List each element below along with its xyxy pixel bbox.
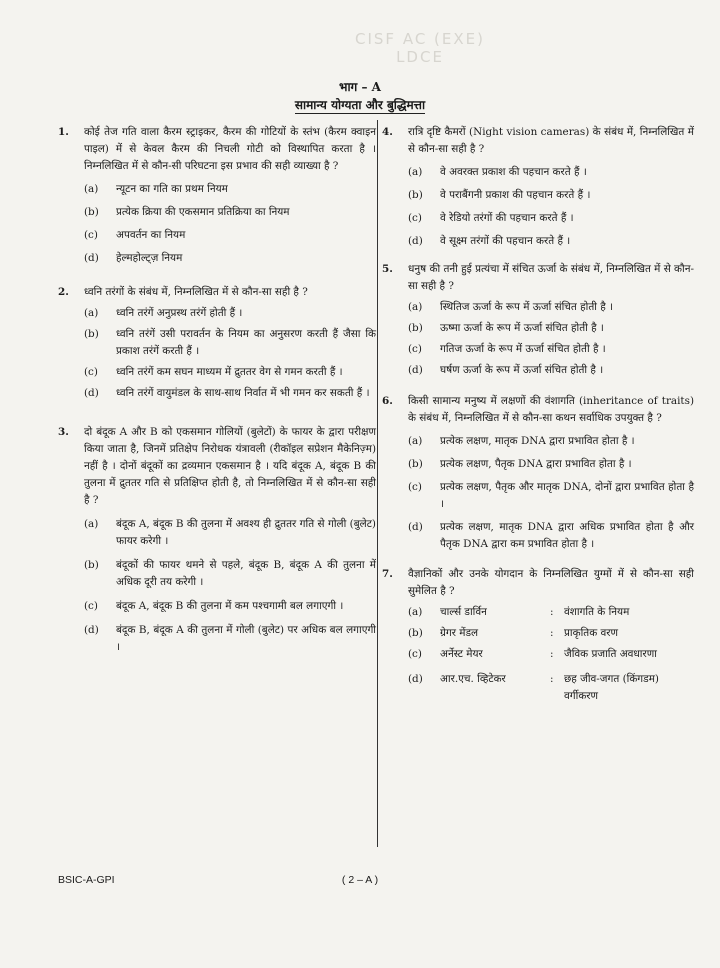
question-number: 3.: [58, 426, 69, 438]
option-label: (b): [408, 322, 423, 334]
option-text: प्रत्येक क्रिया की एकसमान प्रतिक्रिया का नियम: [116, 206, 290, 218]
match-pair: [408, 646, 694, 663]
option-text: ध्वनि तरंगें उसी परावर्तन के नियम का अनुसरण करती हैं जैसा कि प्रकाश तरंगें करती हैं ।: [116, 328, 376, 357]
option-label: (d): [84, 252, 99, 264]
question-6: [382, 393, 694, 553]
question-text: ध्वनि तरंगों के संबंध में, निम्नलिखित में से कौन-सा सही है ?: [84, 286, 308, 298]
option-label: (a): [408, 301, 423, 313]
option-text: स्थितिज ऊर्जा के रूप में ऊर्जा संचित होती है ।: [440, 301, 614, 313]
option-text: ध्वनि तरंगें वायुमंडल के साथ-साथ निर्वात में भी गमन कर सकती हैं ।: [116, 387, 370, 399]
option-text: वे रेडियो तरंगों की पहचान करते हैं ।: [440, 212, 574, 224]
option: [408, 362, 694, 379]
question-text: कोई तेज गति वाला कैरम स्ट्राइकर, कैरम की गोटियों के स्तंभ (कैरम क्वाइन पाइल) में से केवल कैरम की निचली गोटी को विस्थापित करता है । निम्नलिखित में से कौन-सी परिघटना इस प्रभाव की सही व्याख्या है ?: [84, 126, 376, 172]
option-text: अपवर्तन का नियम: [116, 229, 186, 241]
question-number: 4.: [382, 126, 393, 138]
pair-separator: :: [550, 627, 554, 639]
option-label: (c): [408, 212, 422, 224]
option-text: वे सूक्ष्म तरंगों की पहचान करते हैं ।: [440, 235, 571, 247]
question-4: [382, 124, 694, 250]
option-text: ऊष्मा ऊर्जा के रूप में ऊर्जा संचित होती है ।: [440, 322, 604, 334]
question-text: किसी सामान्य मनुष्य में लक्षणों की वंशागति (inheritance of traits) के संबंध में, निम्नलिखित में से कौन-सा कथन सर्वाधिक उपयुक्त है ?: [408, 395, 694, 424]
question-number: 1.: [58, 126, 69, 138]
option-label: (d): [408, 364, 423, 376]
option-text: गतिज ऊर्जा के रूप में ऊर्जा संचित होती है ।: [440, 343, 606, 355]
option-text: प्रत्येक लक्षण, पैतृक DNA द्वारा प्रभावित होता है ।: [440, 458, 632, 470]
question-1: [58, 124, 376, 267]
option-text: हेल्महोल्ट्ज़ नियम: [116, 252, 183, 264]
option-label: (a): [408, 606, 423, 618]
part-heading: भाग – A: [339, 80, 381, 94]
option-label: (c): [408, 343, 422, 355]
option: [84, 227, 376, 244]
question-text: धनुष की तनी हुई प्रत्यंचा में संचित ऊर्जा के संबंध में, निम्नलिखित में से कौन-सा सही है ?: [408, 263, 694, 292]
option-text: प्रत्येक लक्षण, मातृक DNA द्वारा अधिक प्रभावित होता है और पैतृक DNA द्वारा कम प्रभावित होता है ।: [440, 521, 694, 550]
option-label: (a): [408, 435, 423, 447]
option: [84, 385, 376, 402]
option-label: (a): [84, 183, 99, 195]
question-7: [382, 566, 694, 705]
question-number: 7.: [382, 568, 393, 580]
option: [84, 516, 376, 550]
option: [408, 187, 694, 204]
option: [408, 341, 694, 358]
pair-separator: :: [550, 648, 554, 660]
pair-contribution: जैविक प्रजाति अवधारणा: [564, 648, 657, 660]
left-column: [58, 124, 376, 656]
option-label: (c): [408, 648, 422, 660]
option-text: ध्वनि तरंगें कम सघन माध्यम में द्रुततर वेग से गमन करती हैं ।: [116, 366, 343, 378]
watermark: CISF AC (EXE) LDCE: [355, 30, 485, 66]
pair-separator: :: [550, 673, 554, 685]
question-number: 5.: [382, 263, 393, 275]
option-label: (b): [84, 559, 99, 571]
option-label: (d): [408, 673, 423, 685]
option-text: घर्षण ऊर्जा के रूप में ऊर्जा संचित होती है ।: [440, 364, 604, 376]
option: [408, 456, 694, 473]
option-label: (c): [84, 229, 98, 241]
option: [84, 557, 376, 591]
pair-contribution: वंशागति के नियम: [564, 606, 630, 618]
option-label: (c): [408, 481, 422, 493]
option: [408, 479, 694, 513]
option: [408, 320, 694, 337]
pair-contribution: छह जीव-जगत (किंगडम) वर्गीकरण: [564, 673, 659, 702]
option-text: न्यूटन का गति का प्रथम नियम: [116, 183, 228, 195]
option: [408, 210, 694, 227]
booklet-code: BSIC-A-GPI: [58, 874, 115, 886]
option-label: (c): [84, 366, 98, 378]
option: [408, 299, 694, 316]
option: [408, 164, 694, 181]
option: [84, 364, 376, 381]
question-number: 6.: [382, 395, 393, 407]
option: [84, 598, 376, 615]
option-label: (a): [84, 518, 99, 530]
pair-scientist: ग्रेगर मेंडल: [440, 627, 479, 639]
section-heading-text: सामान्य योग्यता और बुद्धिमत्ता: [294, 98, 426, 112]
option-label: (b): [408, 458, 423, 470]
match-pair: [408, 604, 694, 621]
option-label: (d): [84, 624, 99, 636]
option-label: (a): [84, 307, 99, 319]
pair-separator: :: [550, 606, 554, 618]
option-text: प्रत्येक लक्षण, पैतृक और मातृक DNA, दोनों द्वारा प्रभावित होता है ।: [440, 481, 694, 510]
question-text: दो बंदूक A और B को एकसमान गोलियों (बुलेटों) के फायर के द्वारा परीक्षण किया जाता है, जिनमें प्रतिक्षेप निरोधक यंत्रावली (रीकॉइल सप्रेशन मैकेनिज़्म) नहीं है । दोनों बंदूकों का द्रव्यमान एकसमान है । यदि बंदूक A, बंदूक B की तुलना में द्रुततर गति से प्रतिक्षिप्त होती है, तो निम्नलिखित में से कौन-सा सही है ?: [84, 426, 376, 506]
pair-scientist: आर.एच. व्हिटेकर: [440, 673, 506, 685]
option-text: बंदूक B, बंदूक A की तुलना में गोली (बुलेट) पर अधिक बल लगाएगी ।: [116, 624, 376, 653]
option: [84, 305, 376, 322]
option: [408, 433, 694, 450]
option: [84, 622, 376, 656]
option-text: बंदूक A, बंदूक B की तुलना में अवश्य ही द्रुततर गति से गोली (बुलेट) फायर करेगी ।: [116, 518, 376, 547]
option: [84, 204, 376, 221]
option-text: वे पराबैंगनी प्रकाश की पहचान करते हैं ।: [440, 189, 591, 201]
option-label: (b): [408, 189, 423, 201]
pair-scientist: चार्ल्स डार्विन: [440, 606, 487, 618]
option-label: (d): [84, 387, 99, 399]
right-column: [382, 124, 694, 705]
option-label: (b): [408, 627, 423, 639]
option-label: (b): [84, 328, 99, 340]
option-text: प्रत्येक लक्षण, मातृक DNA द्वारा प्रभावित होता है ।: [440, 435, 635, 447]
option-label: (c): [84, 600, 98, 612]
option: [408, 519, 694, 553]
pair-scientist: अर्नेस्ट मेयर: [440, 648, 483, 660]
option-text: बंदूकों की फायर थमने से पहले, बंदूक B, बंदूक A की तुलना में अधिक दूरी तय करेगी ।: [116, 559, 376, 588]
option-label: (a): [408, 166, 423, 178]
option-label: (d): [408, 521, 423, 533]
section-heading: [0, 96, 720, 113]
option: [408, 233, 694, 250]
question-5: [382, 261, 694, 379]
page-number: ( 2 – A ): [341, 874, 379, 886]
match-pair: [408, 625, 694, 642]
question-2: [58, 284, 376, 402]
option-text: ध्वनि तरंगें अनुप्रस्थ तरंगें होती हैं ।: [116, 307, 243, 319]
question-text: रात्रि दृष्टि कैमरों (Night vision cameras) के संबंध में, निम्नलिखित में से कौन-सा सही है ?: [408, 126, 694, 155]
question-number: 2.: [58, 286, 69, 298]
match-pair: [408, 671, 694, 705]
question-text: वैज्ञानिकों और उनके योगदान के निम्नलिखित युग्मों में से कौन-सा सही सुमेलित है ?: [408, 568, 694, 597]
option: [84, 326, 376, 360]
option: [84, 250, 376, 267]
option: [84, 181, 376, 198]
pair-contribution: प्राकृतिक वरण: [564, 627, 619, 639]
column-divider: [377, 120, 378, 847]
option-label: (d): [408, 235, 423, 247]
option-label: (b): [84, 206, 99, 218]
option-text: वे अवरक्त प्रकाश की पहचान करते हैं ।: [440, 166, 587, 178]
option-text: बंदूक A, बंदूक B की तुलना में कम पश्चगामी बल लगाएगी ।: [116, 600, 344, 612]
question-3: [58, 424, 376, 656]
